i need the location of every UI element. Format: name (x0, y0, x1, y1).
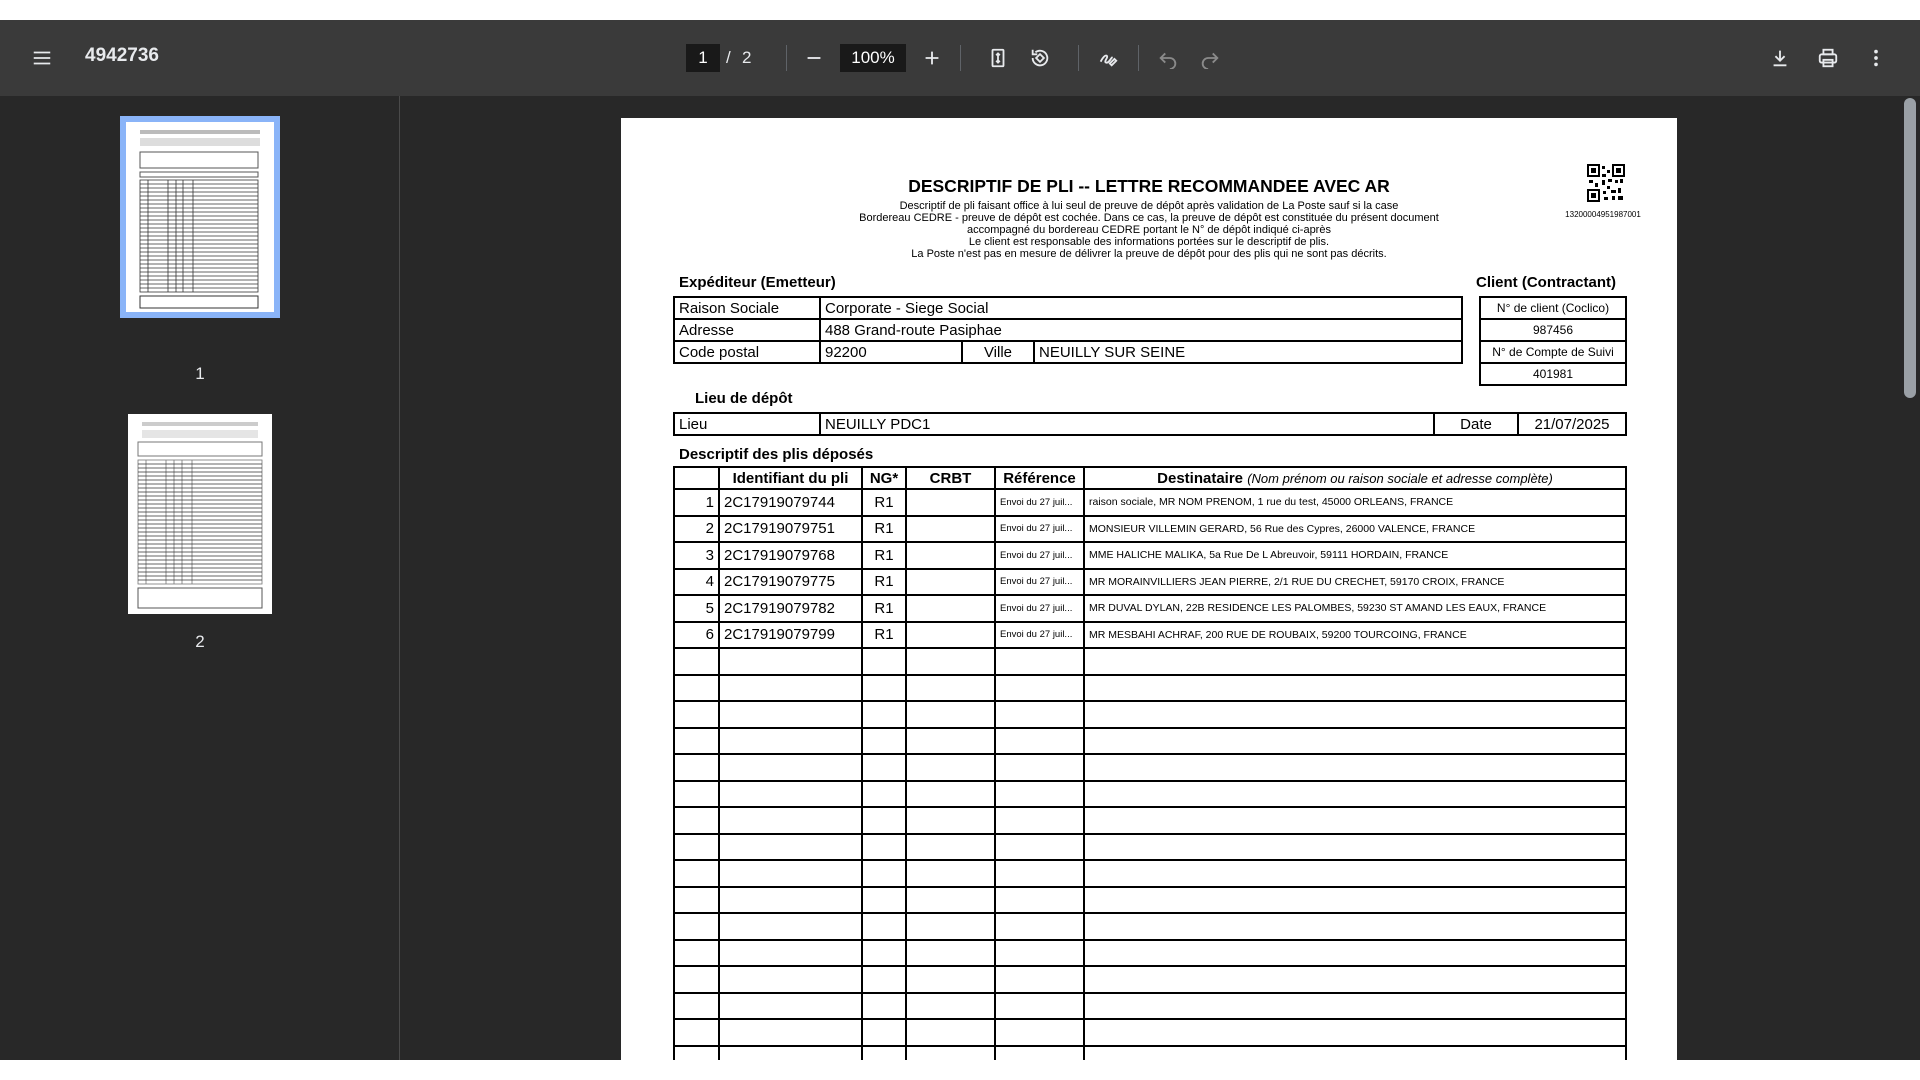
lieu-label: Lieu (674, 413, 820, 435)
empty-cell (995, 834, 1084, 861)
row-reference: Envoi du 27 juil... (995, 569, 1084, 596)
empty-cell (995, 940, 1084, 967)
empty-cell (1084, 1019, 1626, 1046)
page-separator: / (726, 48, 731, 67)
row-identifiant: 2C17919079768 (719, 542, 862, 569)
empty-cell (719, 993, 862, 1020)
pdf-viewer (0, 20, 1920, 1060)
empty-cell (995, 966, 1084, 993)
table-row (674, 516, 1626, 543)
ville-value: NEUILLY SUR SEINE (1034, 341, 1462, 363)
row-reference: Envoi du 27 juil... (995, 542, 1084, 569)
lieu-value: NEUILLY PDC1 (820, 413, 1434, 435)
table-row-empty (674, 993, 1626, 1020)
empty-cell (674, 1019, 719, 1046)
lieu-depot-table (673, 412, 1627, 436)
table-row-empty (674, 913, 1626, 940)
row-crbt (906, 516, 995, 543)
empty-cell (719, 648, 862, 675)
empty-cell (674, 1046, 719, 1061)
raison-sociale-value: Corporate - Siege Social (820, 297, 1462, 319)
empty-cell (719, 754, 862, 781)
thumbnail-sidebar (0, 96, 400, 1060)
empty-cell (719, 701, 862, 728)
compte-suivi-label: N° de Compte de Suivi (1480, 341, 1626, 363)
adresse-value: 488 Grand-route Pasiphae (820, 319, 1462, 341)
empty-cell (995, 860, 1084, 887)
fit-page-icon[interactable] (980, 40, 1016, 76)
subtitle-line: Bordereau CEDRE - preuve de dépôt est cochée. Dans ce cas, la preuve de dépôt est constituée du présent document (859, 212, 1439, 224)
empty-cell (719, 675, 862, 702)
empty-cell (995, 728, 1084, 755)
row-identifiant: 2C17919079775 (719, 569, 862, 596)
empty-cell (1084, 860, 1626, 887)
row-destinataire: MONSIEUR VILLEMIN GERARD, 56 Rue des Cypres, 26000 VALENCE, FRANCE (1084, 516, 1626, 543)
empty-cell (862, 781, 906, 808)
table-row-empty (674, 860, 1626, 887)
empty-cell (862, 1046, 906, 1061)
table-row (674, 542, 1626, 569)
plis-heading: Descriptif des plis déposés (679, 446, 874, 463)
row-number: 4 (674, 569, 719, 596)
client-table (1479, 296, 1627, 386)
client-heading: Client (Contractant) (1476, 274, 1616, 291)
row-destinataire: MR MESBAHI ACHRAF, 200 RUE DE ROUBAIX, 59200 TOURCOING, FRANCE (1084, 622, 1626, 649)
num-client-value: 987456 (1480, 319, 1626, 341)
empty-cell (719, 781, 862, 808)
col-destinataire (1084, 467, 1626, 489)
plis-table (673, 466, 1627, 1060)
empty-cell (995, 781, 1084, 808)
empty-cell (906, 913, 995, 940)
empty-cell (1084, 675, 1626, 702)
table-row-empty (674, 781, 1626, 808)
row-destinataire: MR MORAINVILLIERS JEAN PIERRE, 2/1 RUE DU CRECHET, 59170 CROIX, FRANCE (1084, 569, 1626, 596)
row-identifiant: 2C17919079744 (719, 489, 862, 516)
row-reference: Envoi du 27 juil... (995, 489, 1084, 516)
date-value: 21/07/2025 (1518, 413, 1626, 435)
zoom-input[interactable] (840, 44, 906, 72)
pdf-page (621, 118, 1677, 1060)
table-row-empty (674, 1046, 1626, 1061)
row-number: 2 (674, 516, 719, 543)
table-row (674, 622, 1626, 649)
empty-cell (906, 940, 995, 967)
subtitle-line: Descriptif de pli faisant office à lui seul de preuve de dépôt après validation de La Poste sauf si la case (899, 200, 1399, 212)
table-row (674, 489, 1626, 516)
empty-cell (906, 834, 995, 861)
col-destinataire-label: Destinataire (1157, 469, 1244, 487)
empty-cell (862, 887, 906, 914)
empty-cell (862, 807, 906, 834)
row-ng: R1 (862, 516, 906, 543)
row-ng: R1 (862, 542, 906, 569)
empty-cell (719, 860, 862, 887)
thumbnail-page-1[interactable] (126, 122, 274, 312)
col-ng: NG* (862, 467, 906, 489)
row-ng: R1 (862, 622, 906, 649)
page-total: 2 (742, 48, 752, 67)
empty-cell (674, 887, 719, 914)
empty-cell (906, 701, 995, 728)
empty-cell (1084, 993, 1626, 1020)
empty-cell (862, 728, 906, 755)
empty-cell (906, 860, 995, 887)
empty-cell (719, 1046, 862, 1061)
empty-cell (1084, 1046, 1626, 1061)
subtitle-line: accompagné du bordereau CEDRE portant le N° de dépôt indiqué ci-après (967, 224, 1331, 236)
row-number: 5 (674, 595, 719, 622)
empty-cell (862, 648, 906, 675)
row-destinataire: raison sociale, MR NOM PRENOM, 1 rue du test, 45000 ORLEANS, FRANCE (1084, 489, 1626, 516)
empty-cell (674, 834, 719, 861)
empty-cell (674, 701, 719, 728)
empty-cell (862, 940, 906, 967)
empty-cell (906, 807, 995, 834)
empty-cell (1084, 648, 1626, 675)
empty-cell (719, 966, 862, 993)
empty-cell (995, 648, 1084, 675)
col-identifiant: Identifiant du pli (719, 467, 862, 489)
row-crbt (906, 542, 995, 569)
empty-cell (1084, 887, 1626, 914)
empty-cell (995, 913, 1084, 940)
code-postal-label: Code postal (674, 341, 820, 363)
table-row-empty (674, 940, 1626, 967)
empty-cell (995, 701, 1084, 728)
col-crbt: CRBT (906, 467, 995, 489)
empty-cell (674, 648, 719, 675)
empty-cell (674, 728, 719, 755)
empty-cell (1084, 781, 1626, 808)
table-row-empty (674, 701, 1626, 728)
page-number-input[interactable] (686, 44, 720, 72)
pdf-toolbar (0, 20, 1920, 96)
empty-cell (995, 993, 1084, 1020)
row-identifiant: 2C17919079782 (719, 595, 862, 622)
empty-cell (674, 807, 719, 834)
empty-cell (862, 966, 906, 993)
thumbnail-page-2[interactable] (128, 414, 272, 614)
empty-cell (719, 887, 862, 914)
document-heading: DESCRIPTIF DE PLI -- LETTRE RECOMMANDEE AVEC AR (908, 176, 1390, 196)
row-number: 1 (674, 489, 719, 516)
empty-cell (1084, 966, 1626, 993)
empty-cell (906, 993, 995, 1020)
empty-cell (719, 1019, 862, 1046)
empty-cell (719, 940, 862, 967)
redo-icon[interactable] (1192, 40, 1228, 76)
table-row (674, 569, 1626, 596)
code-postal-value: 92200 (820, 341, 962, 363)
qr-code (1587, 164, 1625, 202)
table-row-empty (674, 807, 1626, 834)
row-reference: Envoi du 27 juil... (995, 595, 1084, 622)
empty-cell (995, 807, 1084, 834)
empty-cell (906, 754, 995, 781)
subtitle-line: Le client est responsable des informations portées sur le descriptif de plis. (968, 236, 1330, 248)
expediteur-heading: Expéditeur (Emetteur) (679, 274, 836, 291)
col-destinataire-note: (Nom prénom ou raison sociale et adresse complète) (1247, 470, 1553, 486)
divider (1138, 45, 1139, 71)
row-crbt (906, 622, 995, 649)
empty-cell (995, 1046, 1084, 1061)
qr-code-number: 13200004951987001 (1565, 210, 1641, 219)
empty-cell (995, 1019, 1084, 1046)
print-icon[interactable] (1810, 40, 1846, 76)
thumbnail-label-1: 1 (195, 364, 205, 383)
empty-cell (906, 781, 995, 808)
empty-cell (995, 675, 1084, 702)
empty-cell (906, 648, 995, 675)
empty-cell (1084, 754, 1626, 781)
empty-cell (1084, 728, 1626, 755)
divider (786, 45, 787, 71)
row-crbt (906, 489, 995, 516)
row-ng: R1 (862, 569, 906, 596)
menu-icon[interactable] (24, 40, 60, 76)
empty-cell (674, 754, 719, 781)
empty-cell (674, 940, 719, 967)
date-label: Date (1434, 413, 1518, 435)
table-row-empty (674, 887, 1626, 914)
download-icon[interactable] (1762, 40, 1798, 76)
empty-cell (862, 1019, 906, 1046)
zoom-out-icon[interactable] (796, 40, 832, 76)
empty-cell (995, 754, 1084, 781)
empty-cell (906, 887, 995, 914)
row-crbt (906, 595, 995, 622)
thumbnail-label-2: 2 (195, 632, 205, 651)
empty-cell (862, 860, 906, 887)
empty-cell (906, 675, 995, 702)
zoom-in-icon[interactable] (914, 40, 950, 76)
row-destinataire: MME HALICHE MALIKA, 5a Rue De L Abreuvoir, 59111 HORDAIN, FRANCE (1084, 542, 1626, 569)
empty-cell (862, 675, 906, 702)
table-row-empty (674, 1019, 1626, 1046)
adresse-label: Adresse (674, 319, 820, 341)
table-row (674, 595, 1626, 622)
lieu-depot-heading: Lieu de dépôt (695, 390, 793, 407)
row-ng: R1 (862, 595, 906, 622)
empty-cell (906, 966, 995, 993)
table-row-empty (674, 754, 1626, 781)
empty-cell (674, 675, 719, 702)
vertical-scrollbar[interactable] (1904, 98, 1916, 398)
expediteur-table (673, 296, 1463, 364)
empty-cell (862, 754, 906, 781)
empty-cell (862, 834, 906, 861)
empty-cell (1084, 913, 1626, 940)
row-destinataire: MR DUVAL DYLAN, 22B RESIDENCE LES PALOMBES, 59230 ST AMAND LES EAUX, FRANCE (1084, 595, 1626, 622)
empty-cell (995, 887, 1084, 914)
empty-cell (674, 993, 719, 1020)
empty-cell (674, 913, 719, 940)
table-row-empty (674, 834, 1626, 861)
empty-cell (719, 913, 862, 940)
empty-cell (719, 807, 862, 834)
empty-cell (862, 913, 906, 940)
col-num (674, 467, 719, 489)
row-reference: Envoi du 27 juil... (995, 516, 1084, 543)
table-row-empty (674, 648, 1626, 675)
empty-cell (1084, 940, 1626, 967)
empty-cell (862, 993, 906, 1020)
raison-sociale-label: Raison Sociale (674, 297, 820, 319)
subtitle-line: La Poste n'est pas en mesure de délivrer la preuve de dépôt pour des plis qui ne sont pas décrits. (911, 248, 1387, 260)
empty-cell (906, 1046, 995, 1061)
document-view[interactable] (401, 96, 1920, 1060)
ville-label: Ville (962, 341, 1034, 363)
divider (960, 45, 961, 71)
divider (1078, 45, 1079, 71)
empty-cell (1084, 807, 1626, 834)
rotate-icon[interactable] (1022, 40, 1058, 76)
empty-cell (674, 781, 719, 808)
row-identifiant: 2C17919079751 (719, 516, 862, 543)
row-number: 3 (674, 542, 719, 569)
undo-icon[interactable] (1150, 40, 1186, 76)
more-options-icon[interactable] (1858, 40, 1894, 76)
empty-cell (674, 860, 719, 887)
row-ng: R1 (862, 489, 906, 516)
empty-cell (1084, 834, 1626, 861)
num-client-label: N° de client (Coclico) (1480, 297, 1626, 319)
empty-cell (719, 728, 862, 755)
empty-cell (862, 701, 906, 728)
empty-cell (674, 966, 719, 993)
table-row-empty (674, 675, 1626, 702)
empty-cell (906, 1019, 995, 1046)
compte-suivi-value: 401981 (1480, 363, 1626, 385)
col-reference: Référence (995, 467, 1084, 489)
row-number: 6 (674, 622, 719, 649)
annotate-icon[interactable] (1090, 40, 1126, 76)
row-identifiant: 2C17919079799 (719, 622, 862, 649)
table-row-empty (674, 966, 1626, 993)
row-reference: Envoi du 27 juil... (995, 622, 1084, 649)
document-title: 4942736 (85, 45, 159, 66)
empty-cell (906, 728, 995, 755)
empty-cell (1084, 701, 1626, 728)
row-crbt (906, 569, 995, 596)
table-row-empty (674, 728, 1626, 755)
empty-cell (719, 834, 862, 861)
